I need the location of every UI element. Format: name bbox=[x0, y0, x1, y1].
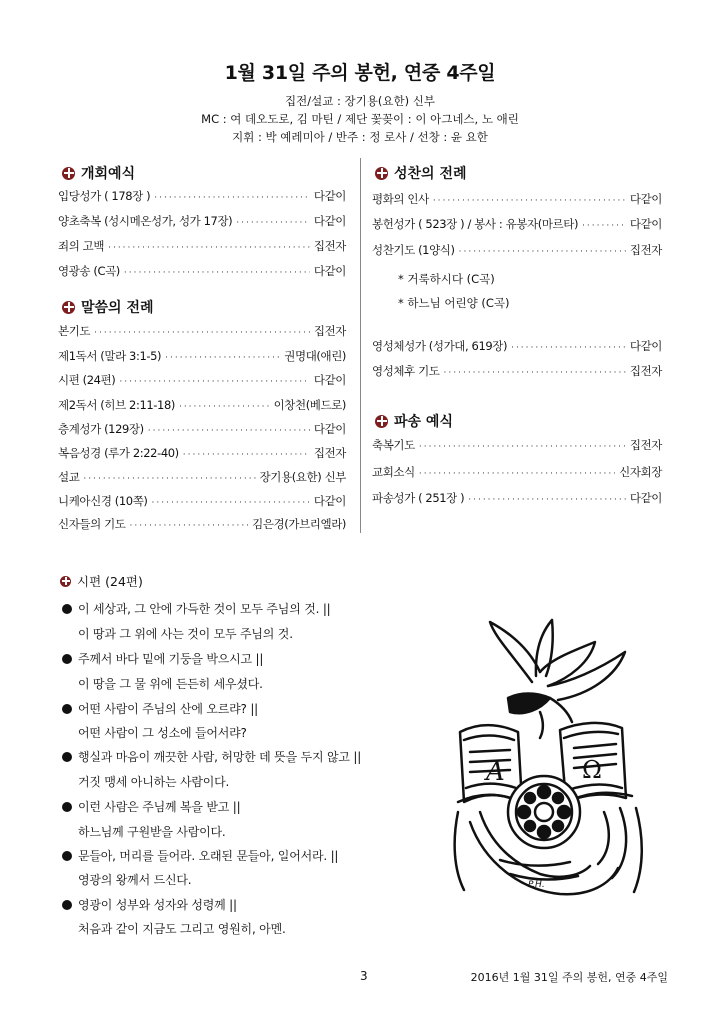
order-item: 죄의 고백 ····· 집전자 bbox=[58, 238, 346, 254]
order-item: 신자들의 기도 ····· 김은경(가브리엘라) bbox=[58, 516, 346, 532]
credits-music: 지휘 : 박 예레미아 / 반주 : 정 로사 / 선창 : 윤 요한 bbox=[232, 130, 488, 144]
order-item: 평화의 인사 ····· 다같이 bbox=[372, 191, 662, 207]
psalm-line: 행실과 마음이 깨끗한 사람, 허망한 데 뜻을 두지 않고 || bbox=[62, 748, 361, 765]
section-heading-word: 말씀의 전례 bbox=[62, 297, 154, 317]
order-item: 복음성경 (루가 2:22-40) ····· 집전자 bbox=[58, 445, 346, 461]
psalm-line: 거짓 맹세 아니하는 사람이다. bbox=[78, 775, 230, 789]
bullet-icon bbox=[62, 604, 72, 614]
order-item: 영성체후 기도 ····· 집전자 bbox=[372, 363, 662, 379]
psalm-line: 어떤 사람이 주님의 산에 오르랴? || bbox=[62, 700, 258, 717]
psalm-heading: 시편 (24편) bbox=[60, 572, 143, 590]
sub-item: * 거룩하시다 (C곡) bbox=[398, 272, 495, 286]
cross-icon bbox=[62, 301, 75, 314]
order-item: 양초축복 (성시메온성가, 성가 17장) ····· 다같이 bbox=[58, 213, 346, 229]
order-item: 시편 (24편) ····· 다같이 bbox=[58, 372, 346, 388]
section-heading-opening: 개회예식 bbox=[62, 163, 135, 183]
psalm-line: 이 세상과, 그 안에 가득한 것이 모두 주님의 것. || bbox=[62, 600, 331, 617]
bullet-icon bbox=[62, 704, 72, 714]
psalm-line: 이 땅을 그 물 위에 든든히 세우셨다. bbox=[78, 677, 263, 691]
liturgical-illustration bbox=[440, 612, 670, 902]
credits-mc: MC : 여 데오도로, 김 마틴 / 제단 꽃꽂이 : 이 아그네스, 노 애린 bbox=[201, 112, 519, 126]
order-item: 축복기도 ····· 집전자 bbox=[372, 437, 662, 453]
cross-icon bbox=[62, 167, 75, 180]
order-item: 설교 ····· 장기용(요한) 신부 bbox=[58, 469, 346, 485]
section-heading-eucharist: 성찬의 전례 bbox=[375, 163, 467, 183]
order-item: 파송성가 ( 251장 ) ····· 다같이 bbox=[372, 490, 662, 506]
alpha-letter: A bbox=[486, 757, 505, 787]
psalm-line: 이런 사람은 주님께 복을 받고 || bbox=[62, 798, 240, 815]
order-item: 봉헌성가 ( 523장 ) / 봉사 : 유봉자(마르타) ····· 다같이 bbox=[372, 216, 662, 232]
order-item: 성찬기도 (1양식) ····· 집전자 bbox=[372, 242, 662, 258]
cross-icon bbox=[375, 167, 388, 180]
cross-icon bbox=[375, 415, 388, 428]
order-item: 니케아신경 (10쪽) ····· 다같이 bbox=[58, 493, 346, 509]
order-item: 입당성가 ( 178장 ) ····· 다같이 bbox=[58, 188, 346, 204]
psalm-line: 어떤 사람이 그 성소에 들어서랴? bbox=[78, 726, 247, 740]
page-number: 3 bbox=[360, 969, 368, 983]
omega-letter: Ω bbox=[582, 756, 602, 784]
psalm-line: 처음과 같이 지금도 그리고 영원히, 아멘. bbox=[78, 922, 286, 936]
bullet-icon bbox=[62, 654, 72, 664]
bullet-icon bbox=[62, 802, 72, 812]
order-item: 본기도 ····· 집전자 bbox=[58, 323, 346, 339]
psalm-line: 하느님께 구원받을 사람이다. bbox=[78, 825, 226, 839]
psalm-line: 이 땅과 그 위에 사는 것이 모두 주님의 것. bbox=[78, 627, 293, 641]
order-item: 교회소식 ····· 신자회장 bbox=[372, 464, 662, 480]
footer-date: 2016년 1월 31일 주의 봉헌, 연중 4주일 bbox=[470, 971, 668, 984]
order-item: 층계성가 (129장) ····· 다같이 bbox=[58, 421, 346, 437]
bullet-icon bbox=[62, 900, 72, 910]
psalm-line: 영광이 성부와 성자와 성령께 || bbox=[62, 896, 237, 913]
column-divider bbox=[360, 158, 361, 533]
order-item: 영성체성가 (성가대, 619장) ····· 다같이 bbox=[372, 338, 662, 354]
psalm-line: 주께서 바다 밑에 기둥을 박으시고 || bbox=[62, 650, 263, 667]
bullet-icon bbox=[62, 752, 72, 762]
order-item: 제1독서 (말라 3:1-5) ····· 권명대(애린) bbox=[58, 348, 346, 364]
sub-item: * 하느님 어린양 (C곡) bbox=[398, 296, 510, 310]
bullet-icon bbox=[62, 851, 72, 861]
cross-icon bbox=[60, 576, 71, 587]
order-item: 제2독서 (히브 2:11-18) ····· 이창천(베드로) bbox=[58, 397, 346, 413]
psalm-line: 영광의 왕께서 드신다. bbox=[78, 873, 192, 887]
credits bbox=[0, 92, 720, 146]
psalm-line: 문들아, 머리를 들어라. 오래된 문들아, 일어서라. || bbox=[62, 847, 338, 864]
section-heading-dismissal: 파송 예식 bbox=[375, 411, 453, 431]
order-item: 영광송 (C곡) ····· 다같이 bbox=[58, 263, 346, 279]
page-title: 1월 31일 주의 봉헌, 연중 4주일 bbox=[224, 62, 496, 84]
credits-celebrant: 집전/설교 : 장기용(요한) 신부 bbox=[285, 94, 435, 108]
artist-signature: P.H. bbox=[528, 880, 545, 890]
